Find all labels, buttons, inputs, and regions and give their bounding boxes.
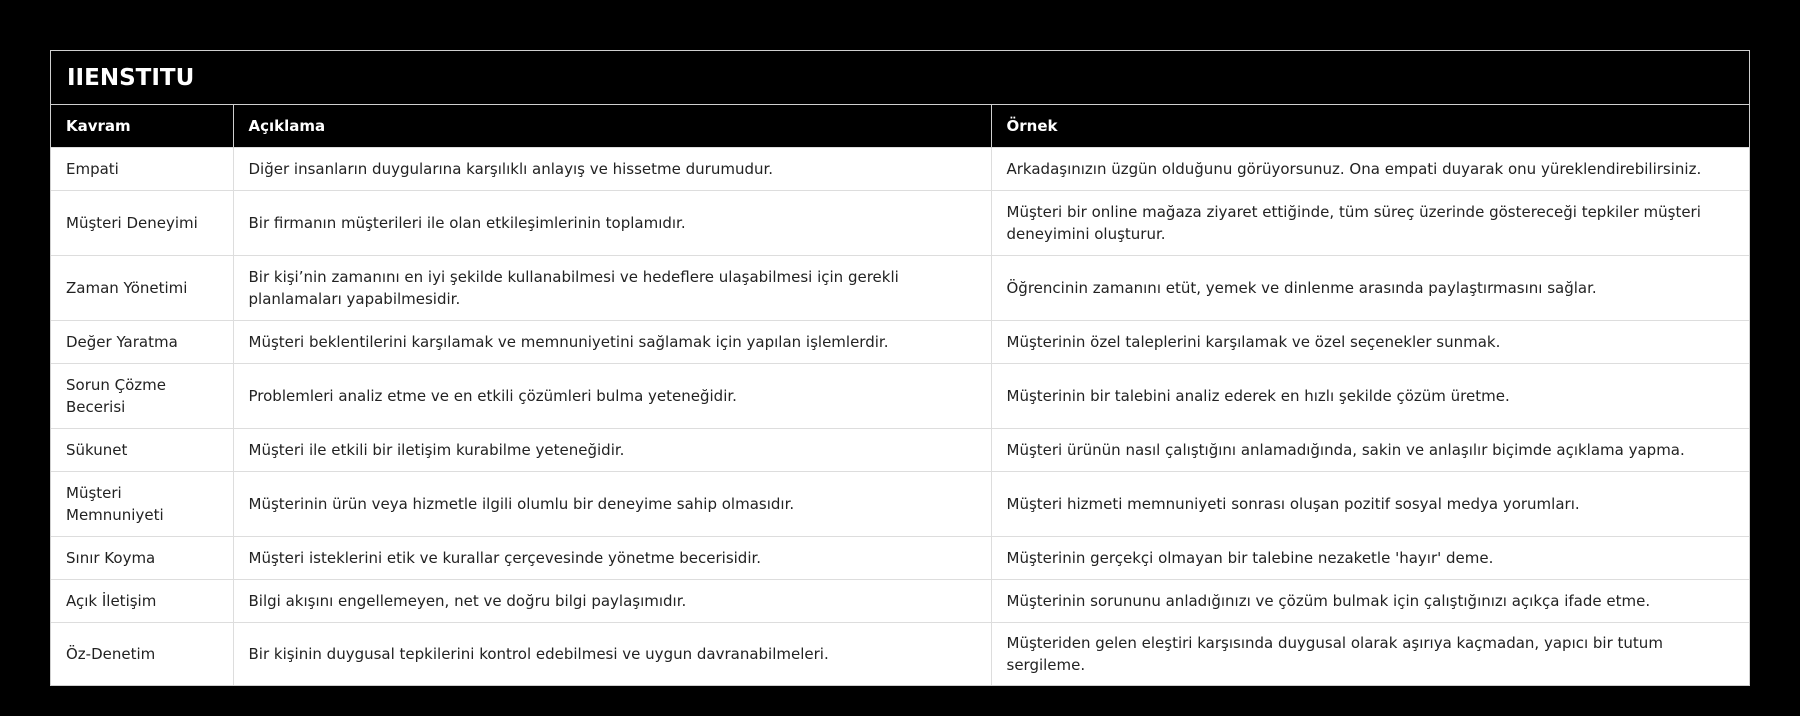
cell-kavram: Müşteri Memnuniyeti bbox=[51, 471, 233, 536]
cell-ornek: Müşterinin sorununu anladığınızı ve çözüm bulmak için çalıştığınızı açıkça ifade etme. bbox=[991, 579, 1749, 622]
cell-aciklama: Diğer insanların duygularına karşılıklı anlayış ve hissetme durumudur. bbox=[233, 147, 991, 190]
table-row bbox=[51, 471, 1749, 536]
cell-aciklama: Bir kişi’nin zamanını en iyi şekilde kullanabilmesi ve hedeflere ulaşabilmesi için gerekli planlamaları yapabilmesidir. bbox=[233, 255, 991, 320]
table-row bbox=[51, 190, 1749, 255]
cell-kavram: Açık İletişim bbox=[51, 579, 233, 622]
table-row bbox=[51, 363, 1749, 428]
table-row bbox=[51, 147, 1749, 190]
cell-ornek: Müşteri ürünün nasıl çalıştığını anlamadığında, sakin ve anlaşılır biçimde açıklama yapma. bbox=[991, 428, 1749, 471]
cell-kavram: Müşteri Deneyimi bbox=[51, 190, 233, 255]
column-header-aciklama: Açıklama bbox=[233, 105, 991, 147]
cell-ornek: Müşterinin gerçekçi olmayan bir talebine nezaketle 'hayır' deme. bbox=[991, 536, 1749, 579]
cell-ornek: Müşterinin özel taleplerini karşılamak ve özel seçenekler sunmak. bbox=[991, 320, 1749, 363]
cell-kavram: Zaman Yönetimi bbox=[51, 255, 233, 320]
cell-ornek: Müşteri hizmeti memnuniyeti sonrası oluşan pozitif sosyal medya yorumları. bbox=[991, 471, 1749, 536]
table-row bbox=[51, 320, 1749, 363]
cell-kavram: Empati bbox=[51, 147, 233, 190]
table-row bbox=[51, 579, 1749, 622]
cell-aciklama: Müşteri isteklerini etik ve kurallar çerçevesinde yönetme becerisidir. bbox=[233, 536, 991, 579]
cell-ornek: Müşteriden gelen eleştiri karşısında duygusal olarak aşırıya kaçmadan, yapıcı bir tutum sergileme. bbox=[991, 622, 1749, 685]
cell-aciklama: Bilgi akışını engellemeyen, net ve doğru bilgi paylaşımıdır. bbox=[233, 579, 991, 622]
cell-ornek: Müşterinin bir talebini analiz ederek en hızlı şekilde çözüm üretme. bbox=[991, 363, 1749, 428]
header-row bbox=[51, 105, 1749, 147]
cell-aciklama: Problemleri analiz etme ve en etkili çözümleri bulma yeteneğidir. bbox=[233, 363, 991, 428]
cell-kavram: Sınır Koyma bbox=[51, 536, 233, 579]
cell-ornek: Öğrencinin zamanını etüt, yemek ve dinlenme arasında paylaştırmasını sağlar. bbox=[991, 255, 1749, 320]
cell-kavram: Değer Yaratma bbox=[51, 320, 233, 363]
cell-aciklama: Müşteri beklentilerini karşılamak ve memnuniyetini sağlamak için yapılan işlemlerdir. bbox=[233, 320, 991, 363]
data-table bbox=[51, 105, 1749, 685]
cell-aciklama: Bir kişinin duygusal tepkilerini kontrol edebilmesi ve uygun davranabilmeleri. bbox=[233, 622, 991, 685]
cell-aciklama: Müşteri ile etkili bir iletişim kurabilme yeteneğidir. bbox=[233, 428, 991, 471]
cell-ornek: Müşteri bir online mağaza ziyaret ettiğinde, tüm süreç üzerinde göstereceği tepkiler müşteri deneyimini oluşturur. bbox=[991, 190, 1749, 255]
table-row bbox=[51, 255, 1749, 320]
cell-kavram: Öz-Denetim bbox=[51, 622, 233, 685]
cell-kavram: Sükunet bbox=[51, 428, 233, 471]
column-header-ornek: Örnek bbox=[991, 105, 1749, 147]
column-header-kavram: Kavram bbox=[51, 105, 233, 147]
table-row bbox=[51, 536, 1749, 579]
concept-table bbox=[50, 50, 1750, 686]
table-row bbox=[51, 428, 1749, 471]
table-row bbox=[51, 622, 1749, 685]
cell-kavram: Sorun Çözme Becerisi bbox=[51, 363, 233, 428]
table-title: IIENSTITU bbox=[51, 51, 1749, 105]
cell-aciklama: Müşterinin ürün veya hizmetle ilgili olumlu bir deneyime sahip olmasıdır. bbox=[233, 471, 991, 536]
cell-ornek: Arkadaşınızın üzgün olduğunu görüyorsunuz. Ona empati duyarak onu yüreklendirebilirsiniz. bbox=[991, 147, 1749, 190]
cell-aciklama: Bir firmanın müşterileri ile olan etkileşimlerinin toplamıdır. bbox=[233, 190, 991, 255]
